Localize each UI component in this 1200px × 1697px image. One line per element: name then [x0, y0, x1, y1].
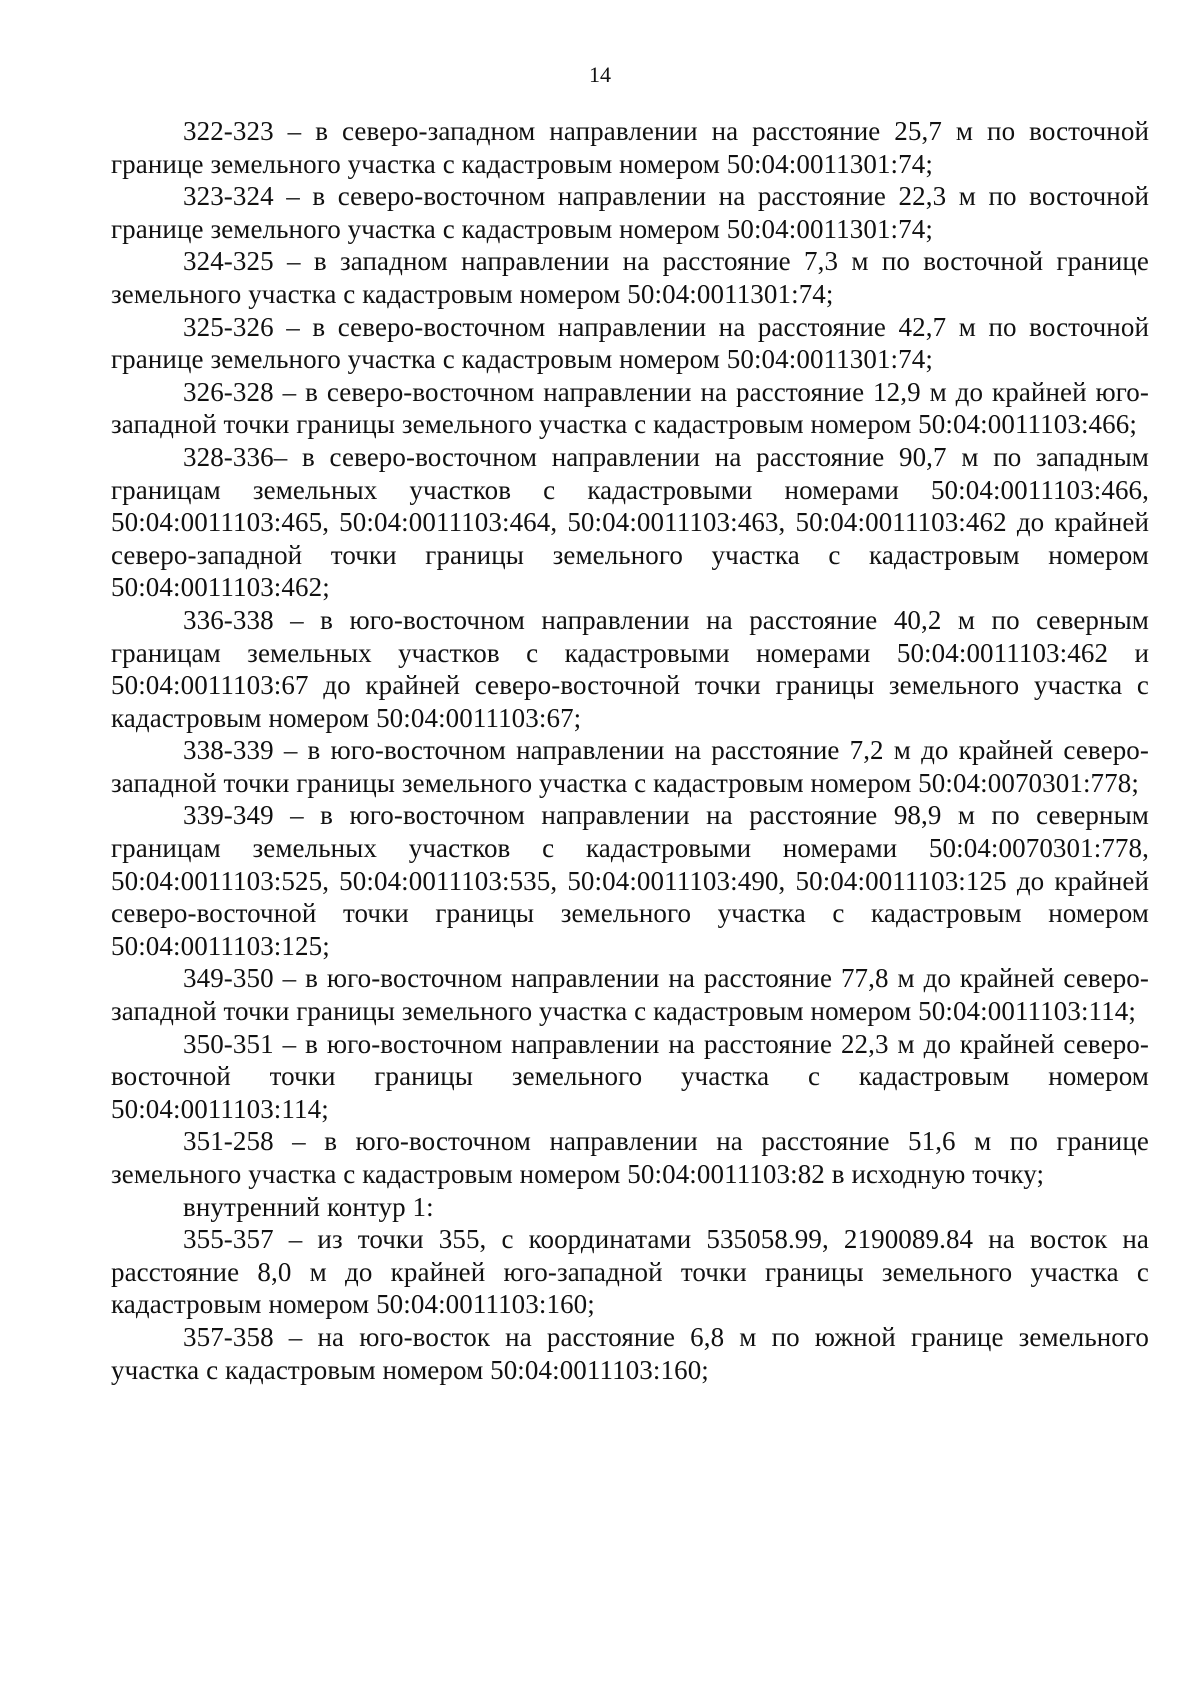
paragraph-323-324: 323-324 – в северо-восточном направлении на расстояние 22,3 м по восточной границе земельного участка с кадастровым номером 50:04:0011301:74; [111, 181, 1149, 244]
paragraph-351-258: 351-258 – в юго-восточном направлении на расстояние 51,6 м по границе земельного участка с кадастровым номером 50:04:0011103:82 в исходную точку; [111, 1126, 1149, 1189]
paragraph-325-326: 325-326 – в северо-восточном направлении на расстояние 42,7 м по восточной границе земельного участка с кадастровым номером 50:04:0011301:74; [111, 311, 1149, 375]
paragraph-326-328: 326-328 – в северо-восточном направлении на расстояние 12,9 м до крайней юго-западной точки границы земельного участка с кадастровым номером 50:04:0011103:466; [111, 376, 1149, 440]
paragraph-339-349: 339-349 – в юго-восточном направлении на расстояние 98,9 м по северным границам земельных участков с кадастровыми номерами 50:04:0070301:778, 50:04:0011103:525, 50:04:0011103:535, 50:04:0011103:490, 50:04:0011103:125 до крайней северо-восточной точки границы земельного участка с кадастровым номером 50:04:0011103:125; [111, 800, 1149, 961]
paragraph-357-358: 357-358 – на юго-восток на расстояние 6,8 м по южной границе земельного участка с кадастровым номером 50:04:0011103:160; [111, 1321, 1149, 1385]
page-number: 14 [589, 62, 611, 87]
document-body [111, 115, 1149, 1386]
paragraph-336-338: 336-338 – в юго-восточном направлении на расстояние 40,2 м по северным границам земельных участков с кадастровыми номерами 50:04:0011103:462 и 50:04:0011103:67 до крайней северо-восточной точки границы земельного участка с кадастровым номером 50:04:0011103:67; [111, 604, 1149, 733]
paragraph-355-357: 355-357 – из точки 355, с координатами 535058.99, 2190089.84 на восток на расстояние 8,0 м до крайней юго-западной точки границы земельного участка с кадастровым номером 50:04:0011103:160; [111, 1224, 1149, 1320]
paragraph-338-339: 338-339 – в юго-восточном направлении на расстояние 7,2 м до крайней северо-западной точки границы земельного участка с кадастровым номером 50:04:0070301:778; [111, 735, 1149, 798]
paragraph-324-325: 324-325 – в западном направлении на расстояние 7,3 м по восточной границе земельного участка с кадастровым номером 50:04:0011301:74; [111, 246, 1149, 309]
paragraph-350-351: 350-351 – в юго-восточном направлении на расстояние 22,3 м до крайней северо-восточной точки границы земельного участка с кадастровым номером 50:04:0011103:114; [111, 1028, 1149, 1124]
paragraph-349-350: 349-350 – в юго-восточном направлении на расстояние 77,8 м до крайней северо-западной точки границы земельного участка с кадастровым номером 50:04:0011103:114; [111, 963, 1149, 1027]
paragraph-322-323: 322-323 – в северо-западном направлении на расстояние 25,7 м по восточной границе земельного участка с кадастровым номером 50:04:0011301:74; [111, 116, 1149, 179]
paragraph-328-336: 328-336– в северо-восточном направлении на расстояние 90,7 м по западным границам земельных участков с кадастровыми номерами 50:04:0011103:466, 50:04:0011103:465, 50:04:0011103:464, 50:04:0011103:463, 50:04:0011103:462 до крайней северо-западной точки границы земельного участка с кадастровым номером 50:04:0011103:462; [111, 441, 1149, 603]
paragraph-inner-contour-heading: внутренний контур 1: [183, 1191, 434, 1222]
